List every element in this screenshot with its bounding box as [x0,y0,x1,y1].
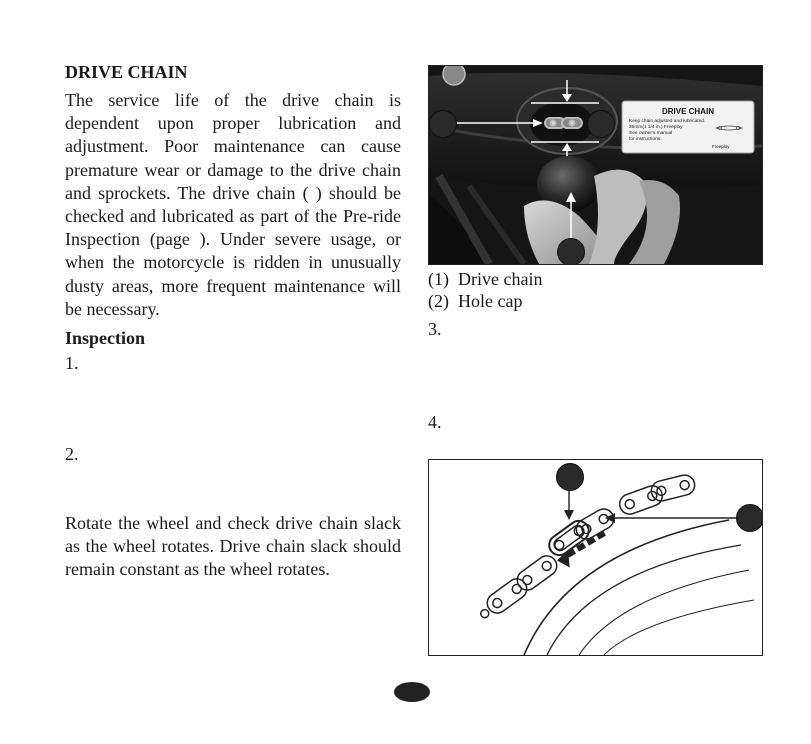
drive-chain-photo-illustration [429,66,762,264]
step-2-number: 2. [65,444,79,464]
callout-1-left [429,110,457,138]
chain-sprocket-drawing [429,460,762,655]
caption-hole-cap: (2) Hole cap [428,291,523,311]
callout-2-bottom [557,238,585,265]
step-1-number: 1. [65,353,79,373]
step-4-number: 4. [428,412,442,432]
svg-text:35mm(1 1/4 in.) Freeplay: 35mm(1 1/4 in.) Freeplay [629,125,683,130]
step-3-number: 3. [428,319,442,339]
callout-1-right [587,110,615,138]
chain-sprocket-diagram [428,459,763,656]
chain-links [479,473,697,619]
callout-top [556,463,584,491]
svg-text:for instructions.: for instructions. [629,137,662,142]
intro-paragraph: The service life of the drive chain is dependent upon proper lubrication and adjustment. Poor maintenance can cause premature wear or damage to the drive chain and sprockets. The drive chain ( ) should be checked and lubricated as part of the Pre-ride Inspection (page ). Under severe usage, or when the motorcycle is ridden in unusually dusty areas, more frequent maintenance will be necessary. [65,90,401,319]
section-heading: DRIVE CHAIN [65,62,188,82]
rotate-paragraph: Rotate the wheel and check drive chain slack as the wheel rotates. Drive chain slack should remain constant as the wheel rotates. [65,513,401,580]
drive-chain-photo [428,65,763,265]
page-number-badge [394,682,430,702]
svg-text:Freeplay: Freeplay [712,144,730,149]
svg-text:DRIVE CHAIN: DRIVE CHAIN [661,107,715,116]
callout-right [736,504,763,532]
inspection-heading: Inspection [65,328,146,348]
drive-chain-label-sticker [622,101,754,153]
caption-drive-chain: (1) Drive chain [428,269,543,289]
svg-text:See owner's manual: See owner's manual [629,131,673,136]
svg-text:Keep chain adjusted and lubric: Keep chain adjusted and lubricated. [629,119,706,124]
